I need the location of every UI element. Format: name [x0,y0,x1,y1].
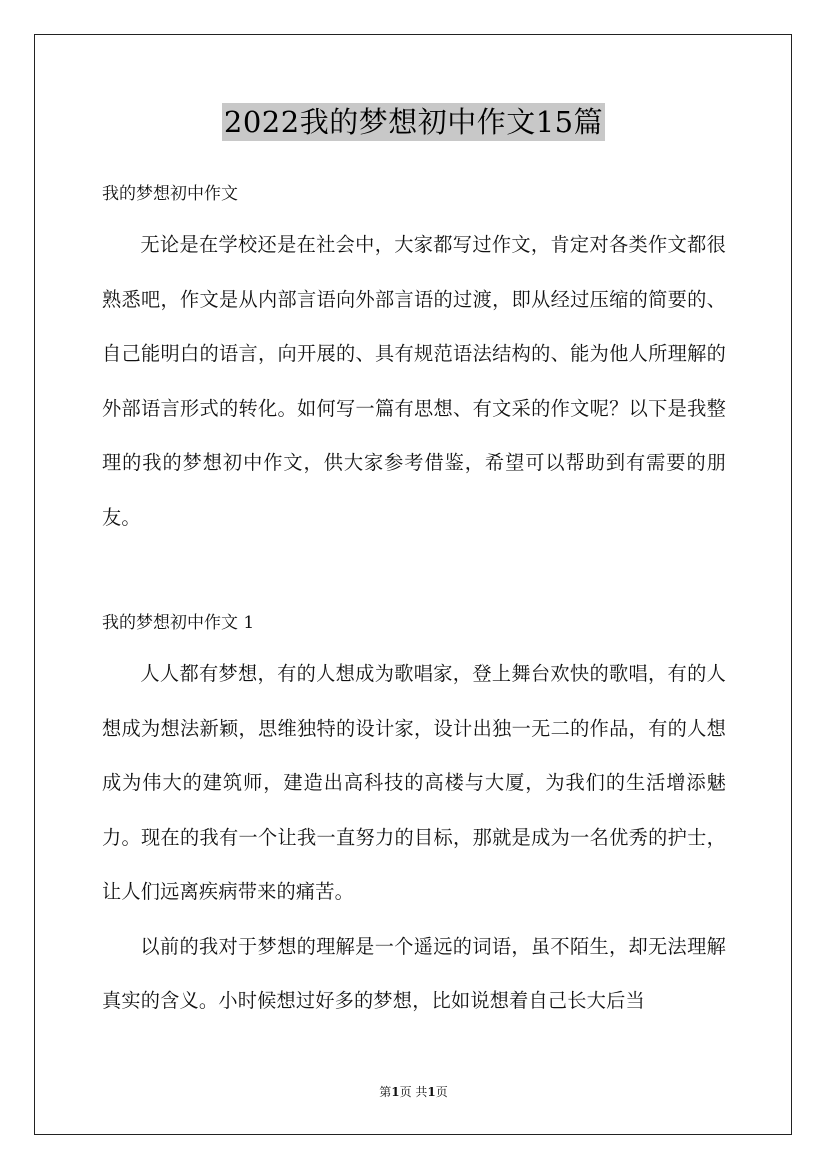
page-current: 1 [391,1085,400,1099]
page-total: 1 [427,1085,436,1099]
page-prefix: 第 [379,1085,392,1099]
page-mid: 页 共 [399,1085,428,1099]
section-spacer [102,545,726,599]
intro-heading: 我的梦想初中作文 [102,184,238,204]
title-container [0,103,827,141]
intro-paragraph: 无论是在学校还是在社会中，大家都写过作文，肯定对各类作文都很熟悉吧，作文是从内部言语向外部言语的过渡，即从经过压缩的简要的、自己能明白的语言，向开展的、具有规范语法结构的、能为他人所理解的外部语言形式的转化。如何写一篇有思想、有文采的作文呢？以下是我整理的我的梦想初中作文，供大家参考借鉴，希望可以帮助到有需要的朋友。 [102,233,726,529]
page-suffix: 页 [435,1085,448,1099]
document-body [102,170,726,1029]
page-number [0,1083,827,1101]
section-1-paragraph-2: 以前的我对于梦想的理解是一个遥远的词语，虽不陌生，却无法理解真实的含义。小时候想过好多的梦想，比如说想着自己长大后当 [102,934,726,1012]
section-1-heading: 我的梦想初中作文 1 [102,613,255,633]
section-1-paragraph-1: 人人都有梦想，有的人想成为歌唱家，登上舞台欢快的歌唱，有的人想成为想法新颖，思维独特的设计家，设计出独一无二的作品，有的人想成为伟大的建筑师，建造出高科技的高楼与大厦，为我们的生活增添魅力。现在的我有一个让我一直努力的目标，那就是成为一名优秀的护士，让人们远离疾病带来的痛苦。 [102,662,726,903]
document-title: 2022我的梦想初中作文15篇 [223,105,604,139]
